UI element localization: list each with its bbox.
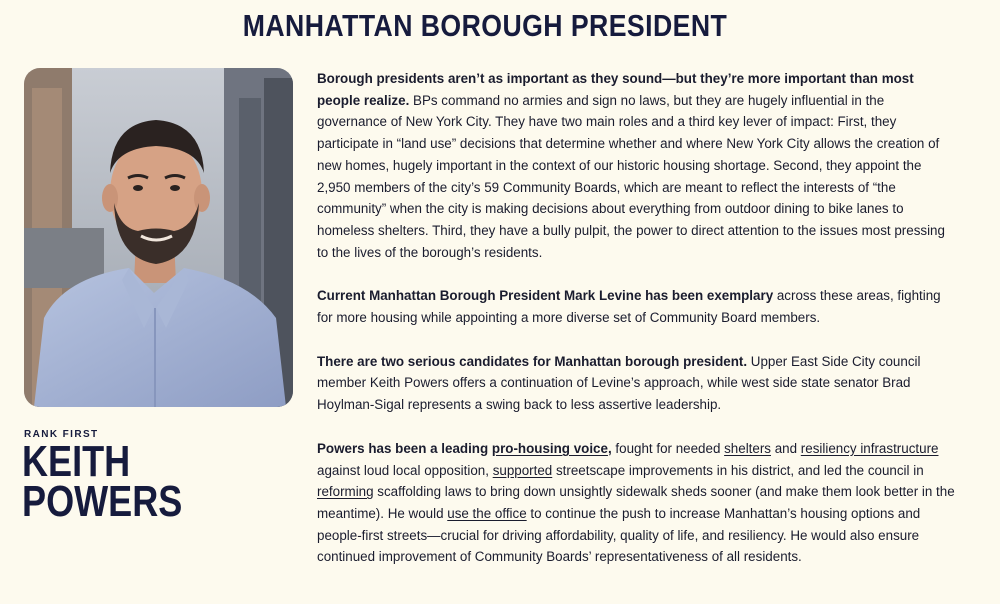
candidate-last-name: POWERS (22, 477, 183, 526)
paragraph-4-text-3: against loud local opposition, (317, 462, 493, 478)
candidate-portrait-icon (24, 68, 293, 407)
paragraph-4-text-4: streetscape improvements in his district, and led the council in (552, 462, 924, 478)
paragraph-1 (317, 68, 957, 263)
use-the-office-link[interactable]: use the office (447, 505, 527, 521)
paragraph-4-text-2: and (771, 440, 801, 456)
paragraph-4-lead: Powers has been a leading (317, 440, 492, 456)
paragraph-3-lead: There are two serious candidates for Manhattan borough president. (317, 353, 748, 369)
article-body (317, 68, 957, 590)
supported-link[interactable]: supported (492, 462, 553, 478)
resiliency-infrastructure-link[interactable]: resiliency infrastructure (800, 440, 939, 456)
rank-label: RANK FIRST (24, 429, 99, 440)
paragraph-4-lead-end: , (607, 440, 612, 456)
page-title: MANHATTAN BOROUGH PRESIDENT (242, 8, 728, 43)
paragraph-2 (317, 285, 957, 328)
paragraph-4-text-6: to continue the push to increase Manhattan’s housing options and people-first streets—crucial for driving affordability, quality of life, and resiliency. He would also ensure continued improvement of Community Boards’ representativeness of all residents. (317, 505, 921, 565)
paragraph-2-text: across these areas, fighting for more housing while appointing a more diverse set of Community Board members. (317, 288, 941, 326)
paragraph-4-text-5: scaffolding laws to bring down unsightly sidewalk sheds sooner (and make them look better in the meantime). He would (317, 484, 955, 521)
reforming-link[interactable]: reforming (317, 484, 374, 500)
shelters-link[interactable]: shelters (724, 440, 771, 456)
paragraph-2-lead: Current Manhattan Borough President Mark Levine has been exemplary (317, 288, 774, 304)
paragraph-4-text-1: fought for needed (611, 440, 725, 456)
pro-housing-voice-link[interactable]: pro-housing voice (491, 440, 608, 456)
candidate-first-name: KEITH (22, 437, 131, 486)
paragraph-3 (317, 351, 957, 416)
paragraph-3-text: Upper East Side City council member Keith Powers offers a continuation of Levine’s approach, while west side state senator Brad Hoylman-Sigal represents a swing back to less assertive leadership. (317, 353, 921, 413)
candidate-photo (24, 68, 293, 407)
candidate-name (22, 437, 183, 526)
paragraph-1-lead: Borough presidents aren’t as important as they sound—but they’re more important than most people realize. (317, 71, 914, 108)
paragraph-1-text: BPs command no armies and sign no laws, but they are hugely influential in the governance of New York City. They have two main roles and a third key lever of impact: First, they participate in “land use” decisions that determine whether and where New York City allows the creation of new homes, hugely important in the context of our historic housing shortage. Second, they appoint the 2,950 members of the city’s 59 Community Boards, which are meant to reflect the interests of “the community” when the city is making decisions about everything from outdoor dining to bike lanes to homeless shelters. Third, they have a bully pulpit, the power to direct attention to the issues most pressing to the lives of the borough’s residents. (317, 92, 945, 260)
paragraph-4 (317, 438, 957, 568)
